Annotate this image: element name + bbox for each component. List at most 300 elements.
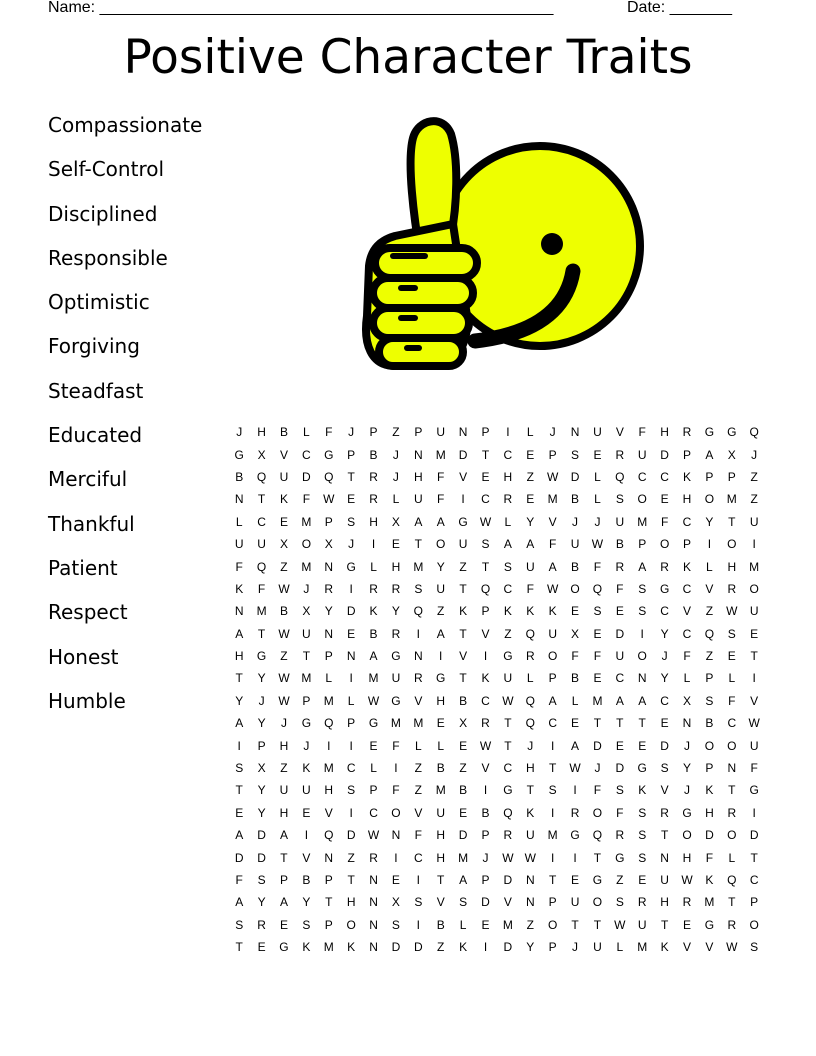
grid-letter[interactable]: F xyxy=(705,850,714,865)
grid-letter[interactable]: C xyxy=(503,581,513,596)
grid-letter[interactable]: L xyxy=(347,693,355,708)
grid-letter[interactable]: X xyxy=(257,447,266,462)
grid-letter[interactable]: Q xyxy=(592,828,603,843)
grid-letter[interactable]: W xyxy=(323,492,335,507)
grid-letter[interactable]: H xyxy=(503,469,513,484)
grid-letter[interactable]: A xyxy=(235,828,244,843)
grid-letter[interactable]: Y xyxy=(302,895,311,910)
grid-letter[interactable]: R xyxy=(615,447,625,462)
grid-letter[interactable]: T xyxy=(459,626,467,641)
grid-letter[interactable]: O xyxy=(592,895,603,910)
grid-letter[interactable]: M xyxy=(547,492,558,507)
grid-letter[interactable]: Q xyxy=(324,469,334,484)
grid-letter[interactable]: G xyxy=(682,805,692,820)
grid-letter[interactable]: S xyxy=(638,850,647,865)
grid-letter[interactable]: U xyxy=(593,425,602,440)
grid-letter[interactable]: V xyxy=(414,693,423,708)
grid-letter[interactable]: Q xyxy=(727,873,737,887)
grid-letter[interactable]: B xyxy=(369,447,378,462)
grid-letter[interactable]: H xyxy=(346,895,356,910)
grid-letter[interactable]: E xyxy=(279,514,288,529)
grid-letter[interactable]: M xyxy=(592,693,603,708)
grid-letter[interactable]: S xyxy=(593,604,602,619)
grid-letter[interactable]: S xyxy=(347,783,356,798)
grid-letter[interactable]: V xyxy=(459,469,468,484)
grid-letter[interactable]: U xyxy=(637,447,647,462)
grid-letter[interactable]: P xyxy=(414,425,423,440)
grid-letter[interactable]: I xyxy=(752,537,756,552)
grid-letter[interactable]: R xyxy=(369,469,378,484)
grid-letter[interactable]: S xyxy=(235,917,244,932)
grid-letter[interactable]: T xyxy=(347,469,355,484)
grid-letter[interactable]: U xyxy=(458,537,468,552)
grid-letter[interactable]: Q xyxy=(592,581,603,596)
grid-letter[interactable]: Y xyxy=(257,783,266,798)
grid-letter[interactable]: P xyxy=(347,447,356,462)
grid-letter[interactable]: G xyxy=(324,447,334,462)
grid-letter[interactable]: N xyxy=(727,761,737,776)
grid-letter[interactable]: A xyxy=(459,873,468,887)
grid-letter[interactable]: D xyxy=(660,738,669,753)
grid-letter[interactable]: F xyxy=(526,581,534,596)
grid-letter[interactable]: E xyxy=(436,716,445,731)
grid-letter[interactable]: U xyxy=(503,671,513,686)
grid-letter[interactable]: B xyxy=(436,761,445,776)
grid-letter[interactable]: I xyxy=(304,828,309,843)
grid-letter[interactable]: M xyxy=(704,895,715,910)
grid-letter[interactable]: I xyxy=(416,917,420,932)
grid-letter[interactable]: G xyxy=(704,917,715,932)
grid-letter[interactable]: O xyxy=(346,917,356,932)
grid-letter[interactable]: Y xyxy=(683,761,692,776)
grid-letter[interactable]: C xyxy=(682,514,692,529)
grid-letter[interactable]: G xyxy=(749,783,759,798)
grid-letter[interactable]: H xyxy=(369,514,378,529)
grid-letter[interactable]: Y xyxy=(660,671,669,686)
grid-letter[interactable]: K xyxy=(503,604,512,619)
grid-letter[interactable]: A xyxy=(369,649,378,664)
grid-letter[interactable]: S xyxy=(750,940,759,955)
grid-letter[interactable]: E xyxy=(347,626,356,641)
grid-letter[interactable]: C xyxy=(481,693,490,708)
grid-letter[interactable]: J xyxy=(236,425,243,440)
grid-letter[interactable]: F xyxy=(302,492,311,507)
grid-letter[interactable]: Z xyxy=(459,761,467,776)
grid-letter[interactable]: E xyxy=(615,604,624,619)
grid-letter[interactable]: O xyxy=(727,738,737,753)
grid-letter[interactable]: S xyxy=(615,783,624,798)
grid-letter[interactable]: A xyxy=(503,537,512,552)
grid-letter[interactable]: L xyxy=(437,738,445,753)
grid-letter[interactable]: F xyxy=(392,738,400,753)
grid-letter[interactable]: K xyxy=(279,492,288,507)
grid-letter[interactable]: N xyxy=(391,828,401,843)
grid-letter[interactable]: A xyxy=(235,626,244,641)
grid-letter[interactable]: K xyxy=(302,761,311,776)
grid-letter[interactable]: S xyxy=(571,447,580,462)
grid-letter[interactable]: U xyxy=(279,469,289,484)
grid-letter[interactable]: K xyxy=(705,873,714,887)
grid-letter[interactable]: G xyxy=(570,828,580,843)
grid-letter[interactable]: C xyxy=(369,805,378,820)
grid-letter[interactable]: L xyxy=(303,425,310,440)
grid-letter[interactable]: T xyxy=(325,895,333,910)
grid-letter[interactable]: Y xyxy=(257,671,266,686)
grid-letter[interactable]: I xyxy=(349,581,353,596)
grid-letter[interactable]: E xyxy=(660,716,669,731)
grid-letter[interactable]: C xyxy=(637,469,647,484)
grid-letter[interactable]: N xyxy=(369,917,378,932)
grid-letter[interactable]: K xyxy=(459,940,468,955)
grid-letter[interactable]: K xyxy=(638,783,647,798)
grid-letter[interactable]: F xyxy=(683,649,691,664)
grid-letter[interactable]: W xyxy=(479,738,492,753)
grid-letter[interactable]: F xyxy=(593,649,602,664)
grid-letter[interactable]: T xyxy=(593,917,602,932)
grid-letter[interactable]: J xyxy=(482,850,489,865)
grid-letter[interactable]: S xyxy=(391,917,400,932)
grid-letter[interactable]: R xyxy=(391,581,401,596)
grid-letter[interactable]: K xyxy=(526,604,535,619)
grid-letter[interactable]: L xyxy=(504,514,512,529)
grid-letter[interactable]: B xyxy=(615,537,624,552)
grid-letter[interactable]: Z xyxy=(347,850,355,865)
grid-letter[interactable]: Y xyxy=(257,716,266,731)
grid-letter[interactable]: Z xyxy=(437,940,445,955)
grid-letter[interactable]: P xyxy=(683,537,692,552)
grid-letter[interactable]: G xyxy=(234,447,244,462)
grid-letter[interactable]: A xyxy=(571,738,580,753)
grid-letter[interactable]: X xyxy=(391,514,400,529)
grid-letter[interactable]: T xyxy=(750,649,758,664)
grid-letter[interactable]: R xyxy=(660,559,669,574)
grid-letter[interactable]: N xyxy=(369,940,378,955)
grid-letter[interactable]: E xyxy=(369,738,378,753)
grid-letter[interactable]: R xyxy=(369,492,378,507)
grid-letter[interactable]: E xyxy=(593,626,602,641)
grid-letter[interactable]: P xyxy=(481,828,490,843)
grid-letter[interactable]: G xyxy=(637,761,647,776)
grid-letter[interactable]: N xyxy=(525,873,535,887)
grid-letter[interactable]: U xyxy=(637,917,647,932)
grid-letter[interactable]: G xyxy=(436,671,446,686)
grid-letter[interactable]: P xyxy=(705,469,714,484)
grid-letter[interactable]: S xyxy=(481,537,490,552)
grid-letter[interactable]: T xyxy=(257,492,266,507)
grid-letter[interactable]: O xyxy=(637,492,647,507)
grid-letter[interactable]: Q xyxy=(525,693,535,708)
grid-letter[interactable]: Y xyxy=(660,626,669,641)
grid-letter[interactable]: Y xyxy=(705,514,714,529)
grid-letter[interactable]: Z xyxy=(526,469,534,484)
grid-letter[interactable]: I xyxy=(394,850,398,865)
grid-letter[interactable]: L xyxy=(392,492,400,507)
grid-letter[interactable]: A xyxy=(615,693,624,708)
grid-letter[interactable]: W xyxy=(726,940,738,955)
grid-letter[interactable]: D xyxy=(615,761,625,776)
grid-letter[interactable]: M xyxy=(301,514,312,529)
grid-letter[interactable]: A xyxy=(436,626,445,641)
grid-letter[interactable]: B xyxy=(459,693,468,708)
grid-letter[interactable]: Y xyxy=(391,604,400,619)
grid-letter[interactable]: M xyxy=(749,559,760,574)
grid-letter[interactable]: U xyxy=(525,559,535,574)
grid-letter[interactable]: T xyxy=(593,850,602,865)
grid-letter[interactable]: T xyxy=(548,761,557,776)
grid-letter[interactable]: Z xyxy=(705,604,714,619)
grid-letter[interactable]: F xyxy=(750,761,758,776)
grid-letter[interactable]: I xyxy=(394,761,398,776)
grid-letter[interactable]: D xyxy=(346,828,356,843)
grid-letter[interactable]: N xyxy=(660,850,669,865)
grid-letter[interactable]: U xyxy=(436,425,446,440)
grid-letter[interactable]: A xyxy=(279,895,288,910)
grid-letter[interactable]: J xyxy=(303,738,310,753)
grid-letter[interactable]: I xyxy=(550,805,555,820)
grid-letter[interactable]: O xyxy=(391,805,401,820)
grid-letter[interactable]: E xyxy=(683,917,692,932)
grid-letter[interactable]: W xyxy=(367,828,380,843)
grid-letter[interactable]: L xyxy=(728,850,736,865)
grid-letter[interactable]: J xyxy=(684,738,690,753)
grid-letter[interactable]: E xyxy=(391,537,400,552)
grid-letter[interactable]: V xyxy=(279,447,288,462)
grid-letter[interactable]: C xyxy=(481,492,490,507)
grid-letter[interactable]: V xyxy=(548,514,557,529)
grid-letter[interactable]: H xyxy=(660,895,669,910)
grid-letter[interactable]: I xyxy=(416,873,420,887)
grid-letter[interactable]: N xyxy=(570,425,580,440)
grid-letter[interactable]: B xyxy=(481,805,490,820)
grid-letter[interactable]: Y xyxy=(257,805,266,820)
grid-letter[interactable]: J xyxy=(684,783,690,798)
grid-letter[interactable]: B xyxy=(459,783,468,798)
grid-letter[interactable]: W xyxy=(681,873,693,887)
grid-letter[interactable]: V xyxy=(324,805,333,820)
grid-letter[interactable]: O xyxy=(570,581,580,596)
grid-letter[interactable]: E xyxy=(347,492,356,507)
grid-letter[interactable]: U xyxy=(570,895,580,910)
grid-letter[interactable]: F xyxy=(660,514,669,529)
grid-letter[interactable]: E xyxy=(459,738,468,753)
grid-letter[interactable]: S xyxy=(705,693,714,708)
grid-letter[interactable]: G xyxy=(301,716,312,731)
grid-letter[interactable]: N xyxy=(413,447,423,462)
grid-letter[interactable]: F xyxy=(392,783,400,798)
grid-letter[interactable]: G xyxy=(368,716,379,731)
grid-letter[interactable]: W xyxy=(278,671,290,686)
grid-letter[interactable]: M xyxy=(502,917,513,932)
grid-letter[interactable]: F xyxy=(437,469,445,484)
grid-letter[interactable]: U xyxy=(302,783,311,798)
grid-letter[interactable]: Z xyxy=(526,917,534,932)
grid-letter[interactable]: B xyxy=(705,716,714,731)
grid-letter[interactable]: W xyxy=(367,693,380,708)
grid-letter[interactable]: D xyxy=(257,850,266,865)
grid-letter[interactable]: E xyxy=(615,738,624,753)
grid-letter[interactable]: J xyxy=(348,537,355,552)
grid-letter[interactable]: F xyxy=(638,425,646,440)
grid-letter[interactable]: U xyxy=(234,537,244,552)
grid-letter[interactable]: J xyxy=(392,469,399,484)
grid-letter[interactable]: B xyxy=(571,492,580,507)
grid-letter[interactable]: Z xyxy=(750,492,758,507)
grid-letter[interactable]: Q xyxy=(503,805,513,820)
grid-letter[interactable]: R xyxy=(682,895,692,910)
grid-letter[interactable]: G xyxy=(391,693,401,708)
grid-letter[interactable]: E xyxy=(571,716,580,731)
grid-letter[interactable]: Z xyxy=(280,649,288,664)
grid-letter[interactable]: I xyxy=(550,738,555,753)
grid-letter[interactable]: T xyxy=(526,783,534,798)
grid-letter[interactable]: A xyxy=(548,693,557,708)
grid-letter[interactable]: C xyxy=(346,761,356,776)
grid-letter[interactable]: L xyxy=(370,761,377,776)
grid-letter[interactable]: H xyxy=(324,783,334,798)
grid-letter[interactable]: P xyxy=(324,649,333,664)
grid-letter[interactable]: R xyxy=(615,559,625,574)
grid-letter[interactable]: T xyxy=(235,940,243,955)
grid-letter[interactable]: N xyxy=(369,895,378,910)
grid-letter[interactable]: C xyxy=(727,716,737,731)
grid-letter[interactable]: U xyxy=(548,626,557,641)
grid-letter[interactable]: R xyxy=(503,828,513,843)
grid-letter[interactable]: C xyxy=(660,604,669,619)
grid-letter[interactable]: V xyxy=(705,581,714,596)
grid-letter[interactable]: P xyxy=(548,895,557,910)
grid-letter[interactable]: I xyxy=(349,805,353,820)
grid-letter[interactable]: Q xyxy=(525,626,535,641)
grid-letter[interactable]: C xyxy=(257,514,266,529)
grid-letter[interactable]: W xyxy=(614,917,626,932)
grid-letter[interactable]: G xyxy=(659,581,670,596)
grid-letter[interactable]: P xyxy=(369,783,378,798)
grid-letter[interactable]: O xyxy=(436,537,446,552)
date-field-label[interactable]: Date: _______ xyxy=(627,0,732,16)
grid-letter[interactable]: K xyxy=(705,783,714,798)
grid-letter[interactable]: O xyxy=(592,805,603,820)
grid-letter[interactable]: J xyxy=(661,649,668,664)
grid-letter[interactable]: E xyxy=(526,492,535,507)
grid-letter[interactable]: L xyxy=(706,559,713,574)
grid-letter[interactable]: T xyxy=(728,895,736,910)
grid-letter[interactable]: I xyxy=(237,738,241,753)
grid-letter[interactable]: C xyxy=(682,626,692,641)
grid-letter[interactable]: U xyxy=(279,783,289,798)
grid-letter[interactable]: E xyxy=(593,447,602,462)
grid-letter[interactable]: Q xyxy=(525,716,535,731)
grid-letter[interactable]: T xyxy=(728,783,736,798)
grid-letter[interactable]: E xyxy=(638,738,647,753)
grid-letter[interactable]: V xyxy=(481,626,490,641)
grid-letter[interactable]: I xyxy=(550,850,555,865)
grid-letter[interactable]: E xyxy=(391,873,400,887)
grid-letter[interactable]: W xyxy=(502,693,514,708)
grid-letter[interactable]: E xyxy=(279,917,288,932)
grid-letter[interactable]: B xyxy=(571,559,580,574)
grid-letter[interactable]: W xyxy=(479,514,492,529)
grid-letter[interactable]: P xyxy=(705,761,714,776)
grid-letter[interactable]: F xyxy=(571,649,579,664)
grid-letter[interactable]: U xyxy=(413,492,423,507)
grid-letter[interactable]: E xyxy=(727,649,736,664)
grid-letter[interactable]: U xyxy=(257,537,266,552)
grid-letter[interactable]: R xyxy=(682,425,692,440)
grid-letter[interactable]: K xyxy=(347,940,356,955)
grid-letter[interactable]: M xyxy=(301,671,312,686)
grid-letter[interactable]: Z xyxy=(280,761,288,776)
grid-letter[interactable]: A xyxy=(705,447,714,462)
grid-letter[interactable]: F xyxy=(593,783,602,798)
grid-letter[interactable]: J xyxy=(549,425,556,440)
grid-letter[interactable]: J xyxy=(348,425,355,440)
grid-letter[interactable]: U xyxy=(593,940,602,955)
grid-letter[interactable]: L xyxy=(683,671,691,686)
grid-letter[interactable]: O xyxy=(704,492,715,507)
grid-letter[interactable]: L xyxy=(616,940,624,955)
grid-letter[interactable]: V xyxy=(436,895,445,910)
grid-letter[interactable]: R xyxy=(481,716,490,731)
grid-letter[interactable]: G xyxy=(727,425,737,440)
grid-letter[interactable]: V xyxy=(503,895,512,910)
grid-letter[interactable]: X xyxy=(683,693,692,708)
grid-letter[interactable]: I xyxy=(573,783,577,798)
grid-letter[interactable]: D xyxy=(503,940,513,955)
grid-letter[interactable]: P xyxy=(548,447,557,462)
grid-letter[interactable]: E xyxy=(481,469,490,484)
grid-letter[interactable]: D xyxy=(570,469,580,484)
grid-letter[interactable]: E xyxy=(459,805,468,820)
grid-letter[interactable]: S xyxy=(302,917,311,932)
grid-letter[interactable]: K xyxy=(369,604,378,619)
grid-letter[interactable]: P xyxy=(369,425,378,440)
grid-letter[interactable]: P xyxy=(279,873,288,887)
grid-letter[interactable]: Q xyxy=(256,469,267,484)
grid-letter[interactable]: D xyxy=(749,828,759,843)
grid-letter[interactable]: A xyxy=(436,514,445,529)
grid-letter[interactable]: L xyxy=(526,425,534,440)
grid-letter[interactable]: Z xyxy=(414,761,422,776)
grid-letter[interactable]: R xyxy=(570,805,580,820)
grid-letter[interactable]: X xyxy=(324,537,333,552)
grid-letter[interactable]: E xyxy=(481,917,490,932)
grid-letter[interactable]: M xyxy=(323,693,334,708)
grid-letter[interactable]: P xyxy=(324,514,333,529)
grid-letter[interactable]: E xyxy=(750,626,759,641)
grid-letter[interactable]: E xyxy=(593,671,602,686)
grid-letter[interactable]: U xyxy=(525,828,535,843)
grid-letter[interactable]: V xyxy=(459,649,468,664)
grid-letter[interactable]: N xyxy=(324,559,334,574)
grid-letter[interactable]: V xyxy=(302,850,311,865)
grid-letter[interactable]: P xyxy=(481,604,490,619)
grid-letter[interactable]: C xyxy=(548,716,557,731)
grid-letter[interactable]: B xyxy=(279,425,288,440)
grid-letter[interactable]: O xyxy=(727,537,737,552)
grid-letter[interactable]: W xyxy=(547,469,559,484)
grid-letter[interactable]: E xyxy=(257,940,266,955)
grid-letter[interactable]: S xyxy=(548,783,557,798)
grid-letter[interactable]: K xyxy=(548,604,557,619)
grid-letter[interactable]: K xyxy=(481,671,490,686)
grid-letter[interactable]: M xyxy=(256,604,267,619)
grid-letter[interactable]: T xyxy=(437,873,445,887)
grid-letter[interactable]: Q xyxy=(413,604,423,619)
grid-letter[interactable]: P xyxy=(347,716,356,731)
grid-letter[interactable]: T xyxy=(660,828,669,843)
grid-letter[interactable]: S xyxy=(727,626,736,641)
grid-letter[interactable]: E xyxy=(571,604,580,619)
